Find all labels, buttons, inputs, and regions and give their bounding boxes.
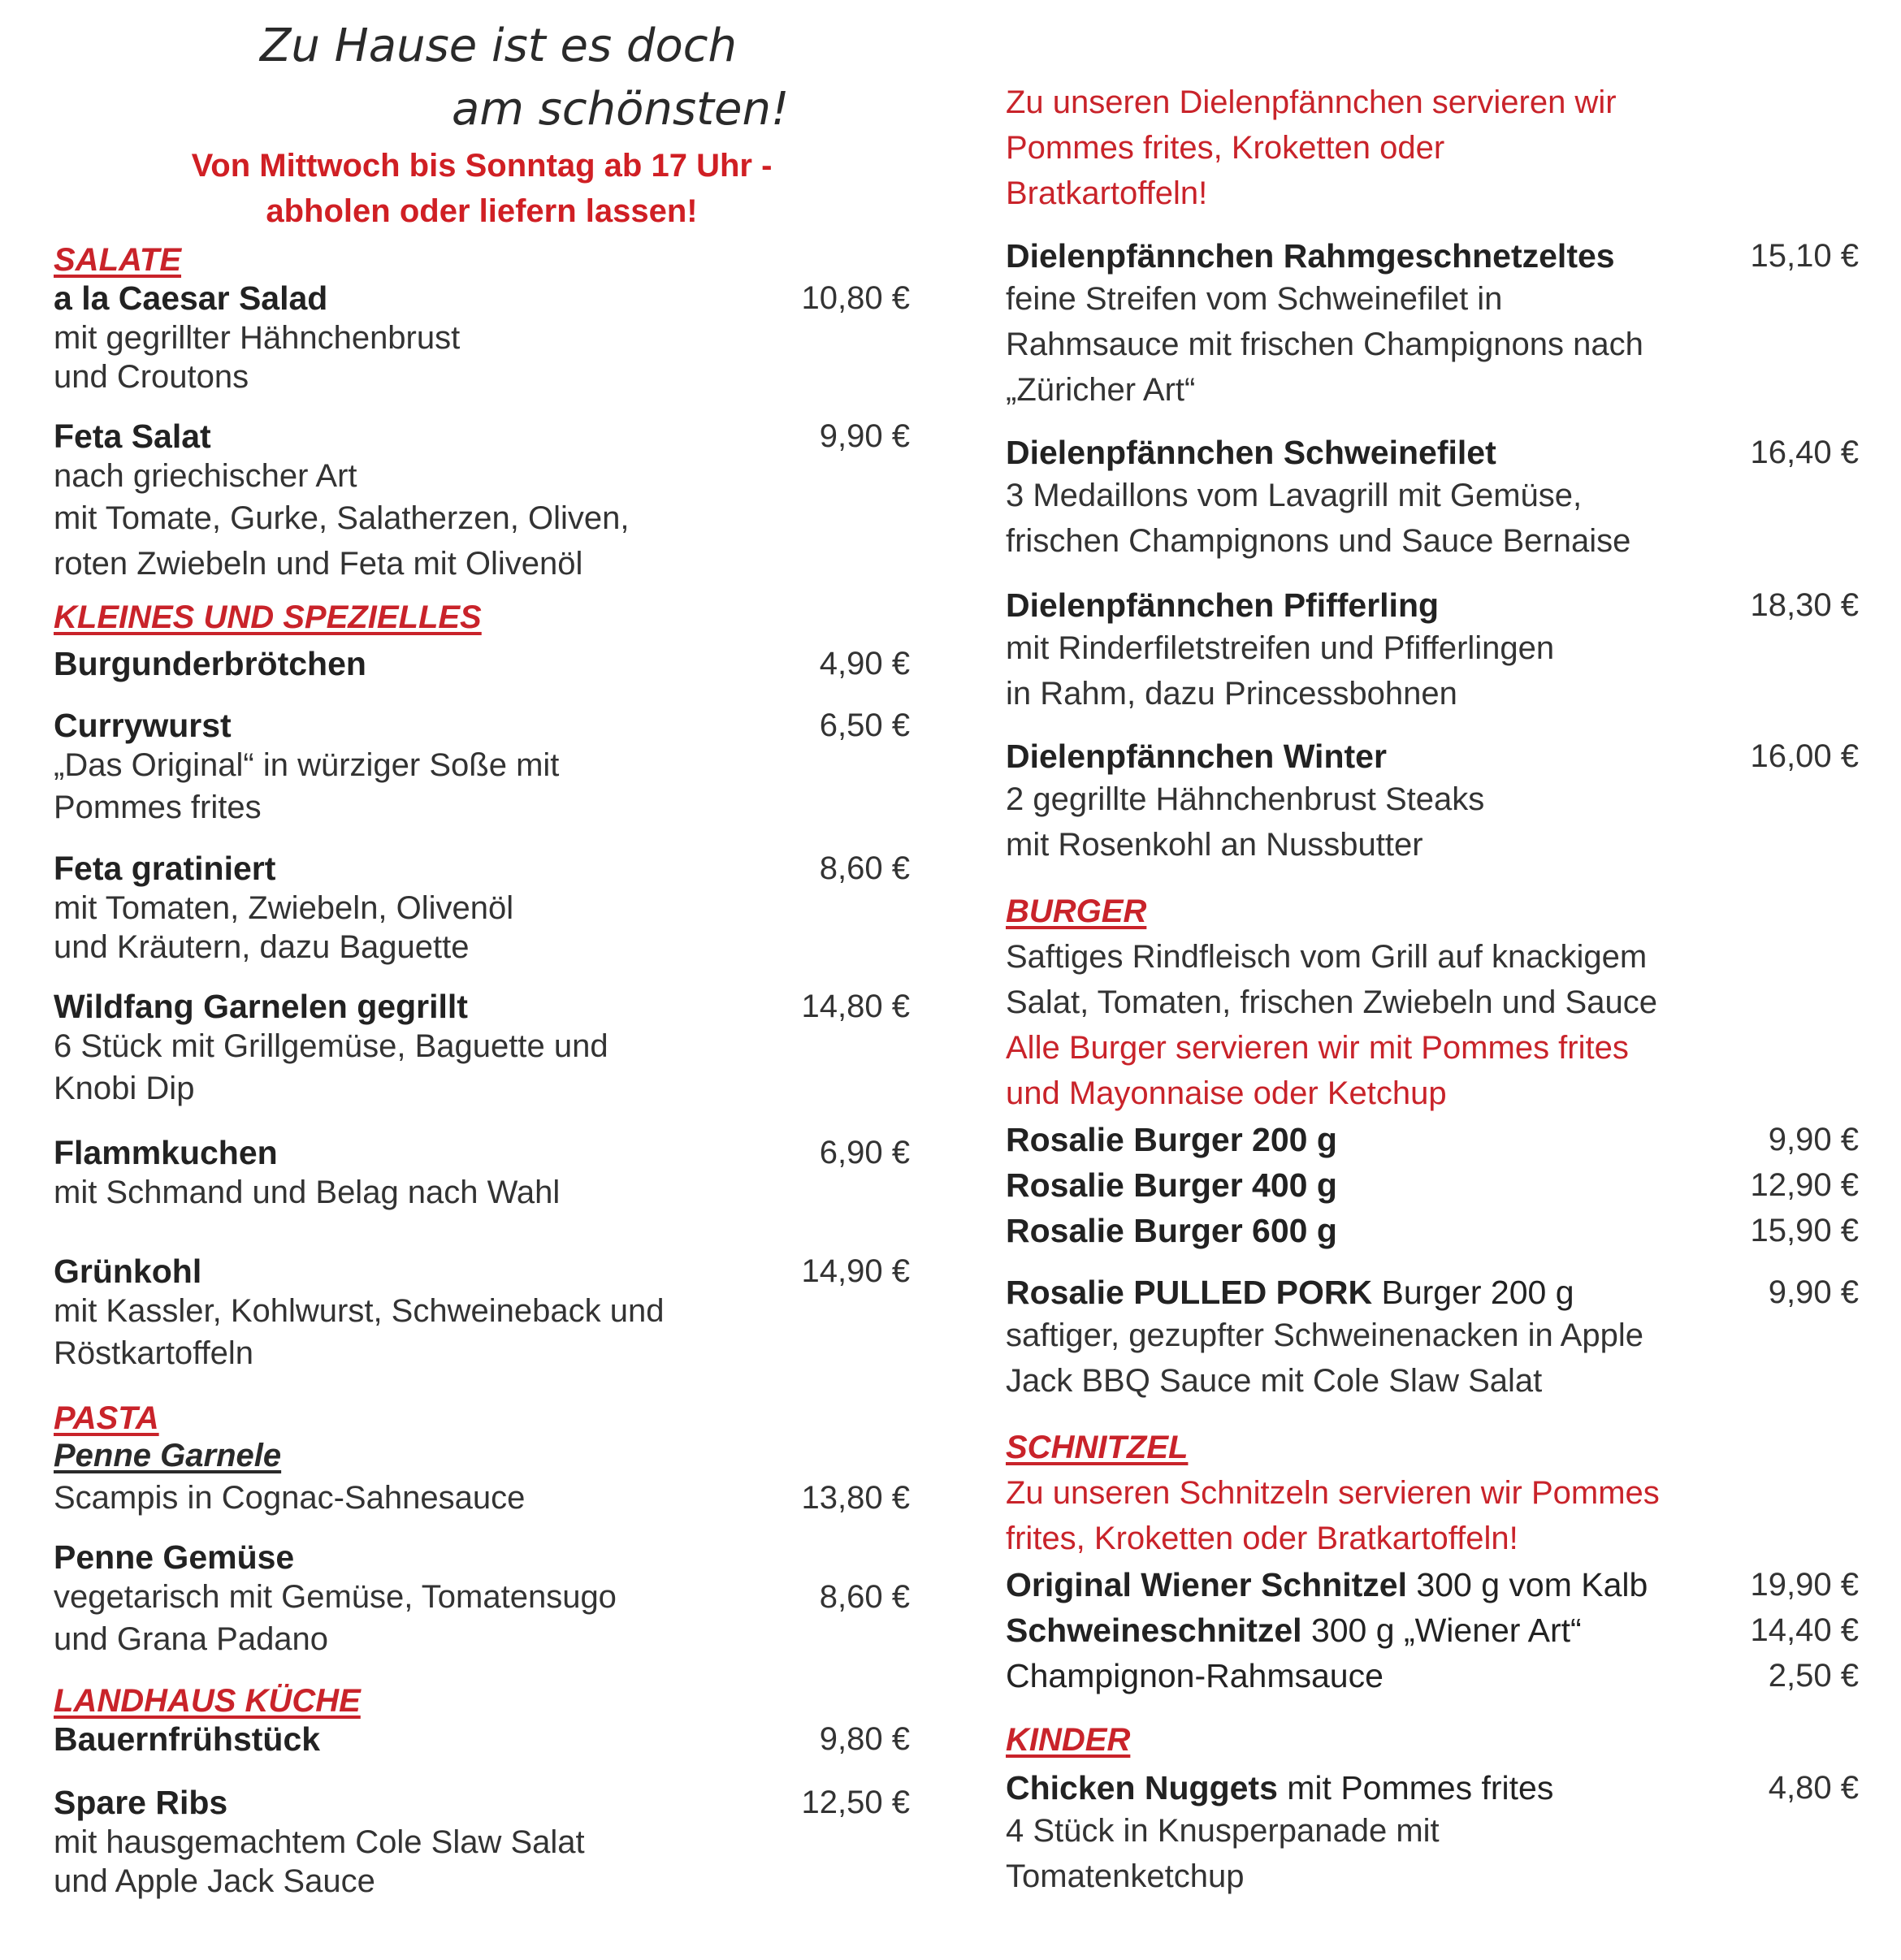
menu-item	[1006, 1610, 1859, 1651]
item-desc	[54, 318, 910, 396]
item-price: 15,10 €	[1750, 238, 1859, 274]
pfannchen-note	[1006, 80, 1859, 216]
menu-item	[54, 986, 910, 1111]
item-name: Currywurst	[54, 707, 232, 744]
desc-line: mit gegrillter Hähnchenbrust	[54, 320, 461, 356]
item-price: 2,50 €	[1768, 1658, 1859, 1694]
note-line: Zu unseren Dielenpfännchen servieren wir	[1006, 84, 1617, 120]
headline-line-1: Zu Hause ist es doch	[260, 19, 738, 72]
menu-item	[1006, 1165, 1859, 1205]
item-name: Bauernfrühstück	[54, 1720, 321, 1758]
item-name: Dielenpfännchen Pfifferling	[1006, 586, 1440, 624]
item-name: Rosalie Burger 200 g	[1006, 1121, 1337, 1158]
desc-line: mit hausgemachtem Cole Slaw Salat	[54, 1824, 585, 1860]
category-kinder: KINDER	[1006, 1722, 1131, 1758]
desc-line: mit Rinderfiletstreifen und Pfifferlingen	[1006, 630, 1555, 666]
item-price: 9,90 €	[1768, 1122, 1859, 1157]
item-name	[1006, 1272, 1859, 1313]
item-desc	[54, 1577, 910, 1662]
desc-line: 4 Stück in Knusperpanade mit	[1006, 1813, 1440, 1849]
burger-description	[1006, 934, 1859, 1025]
item-name	[1006, 1655, 1859, 1696]
item-name-rest: 300 g „Wiener Art“	[1301, 1612, 1582, 1649]
desc-line: roten Zwiebeln und Feta mit Olivenöl	[54, 546, 583, 582]
item-price: 10,80 €	[801, 280, 910, 316]
burger-note	[1006, 1025, 1859, 1116]
desc-line: frischen Champignons und Sauce Bernaise	[1006, 523, 1631, 559]
desc-line: Tomatenketchup	[1006, 1858, 1245, 1894]
item-price: 12,50 €	[801, 1785, 910, 1820]
item-name: Feta gratiniert	[54, 850, 276, 887]
desc-line: Knobi Dip	[54, 1071, 195, 1106]
menu-item	[1006, 1119, 1859, 1160]
item-name: Rosalie Burger 600 g	[1006, 1212, 1337, 1249]
item-name: Wildfang Garnelen gegrillt	[54, 988, 468, 1025]
menu-item	[1006, 1655, 1859, 1696]
item-name-bold: Rosalie PULLED PORK	[1006, 1274, 1373, 1311]
menu-item	[54, 848, 910, 967]
menu-item	[1006, 432, 1859, 564]
item-desc	[54, 456, 910, 586]
desc-line: mit Tomaten, Zwiebeln, Olivenöl	[54, 890, 514, 926]
desc-line: „Das Original“ in würziger Soße mit	[54, 747, 560, 783]
item-name-rest: Burger 200 g	[1372, 1274, 1574, 1311]
item-price: 14,40 €	[1750, 1612, 1859, 1648]
item-price: 4,90 €	[819, 646, 910, 681]
desc-line: Salat, Tomaten, frischen Zwiebeln und Sauce	[1006, 984, 1657, 1020]
item-name	[1006, 1767, 1859, 1808]
headline-line-2: am schönsten!	[452, 83, 790, 136]
item-desc	[54, 1173, 910, 1212]
note-line: frites, Kroketten oder Bratkartoffeln!	[1006, 1521, 1518, 1556]
item-desc	[54, 889, 910, 967]
item-name: Spare Ribs	[54, 1784, 228, 1821]
item-name: Rosalie Burger 400 g	[1006, 1166, 1337, 1204]
item-name: a la Caesar Salad	[54, 279, 328, 317]
category-landhaus-kueche: LANDHAUS KÜCHE	[54, 1683, 361, 1719]
item-price: 4,80 €	[1768, 1770, 1859, 1806]
desc-line: saftiger, gezupfter Schweinenacken in Apple	[1006, 1317, 1643, 1353]
category-salate: SALATE	[54, 242, 182, 278]
opening-hours-line-1: Von Mittwoch bis Sonntag ab 17 Uhr -	[191, 148, 773, 184]
item-name-rest: Champignon-Rahmsauce	[1006, 1657, 1384, 1694]
category-pasta: PASTA	[54, 1400, 159, 1436]
menu-item	[1006, 1210, 1859, 1251]
desc-line: „Züricher Art“	[1006, 372, 1196, 408]
schnitzel-note	[1006, 1470, 1859, 1561]
desc-line: und Grana Padano	[54, 1621, 329, 1657]
desc-line: feine Streifen vom Schweinefilet in	[1006, 281, 1503, 317]
menu-item	[1006, 1272, 1859, 1404]
item-price: 9,90 €	[819, 418, 910, 454]
item-name: Dielenpfännchen Rahmgeschnetzeltes	[1006, 237, 1615, 275]
menu-item	[54, 416, 910, 586]
item-price: 8,60 €	[819, 1579, 910, 1615]
item-desc	[1006, 1313, 1859, 1404]
menu-item	[1006, 585, 1859, 716]
opening-hours-line-2: abholen oder liefern lassen!	[266, 193, 698, 229]
item-price: 13,80 €	[801, 1480, 910, 1516]
desc-line: 3 Medaillons vom Lavagrill mit Gemüse,	[1006, 478, 1583, 513]
item-name-bold: Chicken Nuggets	[1006, 1769, 1278, 1806]
item-name-rest: mit Pommes frites	[1277, 1769, 1554, 1806]
desc-line: Röstkartoffeln	[54, 1335, 254, 1371]
item-name	[1006, 1564, 1859, 1605]
item-name: Penne Gemüse	[54, 1538, 295, 1576]
item-price: 16,00 €	[1750, 738, 1859, 774]
desc-line: Scampis in Cognac-Sahnesauce	[54, 1480, 526, 1516]
desc-line: und Croutons	[54, 359, 249, 395]
desc-line: mit Tomate, Gurke, Salatherzen, Oliven,	[54, 500, 630, 536]
desc-line: vegetarisch mit Gemüse, Tomatensugo	[54, 1579, 617, 1615]
menu-item	[54, 1251, 910, 1376]
item-price: 15,90 €	[1750, 1213, 1859, 1248]
item-price: 14,80 €	[801, 989, 910, 1024]
note-line: Alle Burger servieren wir mit Pommes frites	[1006, 1030, 1629, 1066]
item-desc	[1006, 1808, 1859, 1899]
desc-line: in Rahm, dazu Princessbohnen	[1006, 676, 1457, 712]
item-desc	[1006, 777, 1859, 868]
item-name: Dielenpfännchen Schweinefilet	[1006, 434, 1496, 471]
item-price: 6,90 €	[819, 1135, 910, 1170]
item-desc	[54, 1027, 910, 1111]
menu-item	[1006, 1767, 1859, 1899]
item-desc	[1006, 276, 1859, 413]
note-line: Bratkartoffeln!	[1006, 175, 1208, 211]
item-name-bold: Schweineschnitzel	[1006, 1612, 1302, 1649]
item-name	[1006, 1610, 1859, 1651]
desc-line: mit Kassler, Kohlwurst, Schweineback und	[54, 1293, 665, 1329]
item-price: 9,80 €	[819, 1721, 910, 1757]
item-price: 19,90 €	[1750, 1567, 1859, 1603]
note-line: Zu unseren Schnitzeln servieren wir Pommes	[1006, 1475, 1660, 1511]
desc-line: Pommes frites	[54, 790, 262, 825]
item-name: Dielenpfännchen Winter	[1006, 738, 1387, 775]
menu-item	[54, 643, 910, 684]
category-burger: BURGER	[1006, 893, 1147, 929]
desc-line: Saftiges Rindfleisch vom Grill auf knackigem	[1006, 939, 1648, 975]
desc-line: 2 gegrillte Hähnchenbrust Steaks	[1006, 781, 1485, 817]
item-price: 6,50 €	[819, 707, 910, 743]
menu-item	[54, 1132, 910, 1212]
desc-line: nach griechischer Art	[54, 458, 357, 494]
menu-item	[54, 1436, 910, 1521]
category-schnitzel: SCHNITZEL	[1006, 1430, 1189, 1465]
category-kleines-und-spezielles: KLEINES UND SPEZIELLES	[54, 599, 482, 635]
menu-item	[54, 705, 910, 830]
note-line: Pommes frites, Kroketten oder	[1006, 130, 1445, 166]
item-desc	[1006, 625, 1859, 716]
desc-line: 6 Stück mit Grillgemüse, Baguette und	[54, 1028, 608, 1064]
menu-item	[54, 1537, 910, 1662]
desc-line: mit Schmand und Belag nach Wahl	[54, 1175, 561, 1210]
item-name: Feta Salat	[54, 418, 211, 455]
opening-hours-note	[54, 143, 910, 234]
menu-item	[1006, 236, 1859, 413]
item-price: 16,40 €	[1750, 435, 1859, 470]
menu-item	[54, 1719, 910, 1759]
desc-line: und Kräutern, dazu Baguette	[54, 929, 470, 965]
item-desc	[54, 1292, 910, 1376]
item-name-rest: 300 g vom Kalb	[1407, 1566, 1648, 1603]
menu-item	[1006, 736, 1859, 868]
menu-item	[54, 278, 910, 396]
desc-line: Jack BBQ Sauce mit Cole Slaw Salat	[1006, 1363, 1543, 1399]
item-price: 18,30 €	[1750, 587, 1859, 623]
item-name-bold: Original Wiener Schnitzel	[1006, 1566, 1408, 1603]
desc-line: Rahmsauce mit frischen Champignons nach	[1006, 327, 1643, 362]
item-desc	[54, 746, 910, 830]
item-desc	[1006, 473, 1859, 564]
item-name: Penne Garnele	[54, 1438, 282, 1473]
desc-line: und Apple Jack Sauce	[54, 1863, 375, 1899]
item-price: 12,90 €	[1750, 1167, 1859, 1203]
item-desc	[54, 1475, 910, 1521]
item-name: Flammkuchen	[54, 1134, 278, 1171]
item-desc	[54, 1823, 910, 1901]
item-name: Grünkohl	[54, 1253, 202, 1290]
desc-line: mit Rosenkohl an Nussbutter	[1006, 827, 1423, 863]
item-price: 8,60 €	[819, 850, 910, 886]
item-name: Burgunderbrötchen	[54, 645, 366, 682]
item-price: 14,90 €	[801, 1253, 910, 1289]
menu-item	[54, 1782, 910, 1901]
note-line: und Mayonnaise oder Ketchup	[1006, 1075, 1447, 1111]
menu-item	[1006, 1564, 1859, 1605]
item-price: 9,90 €	[1768, 1274, 1859, 1310]
